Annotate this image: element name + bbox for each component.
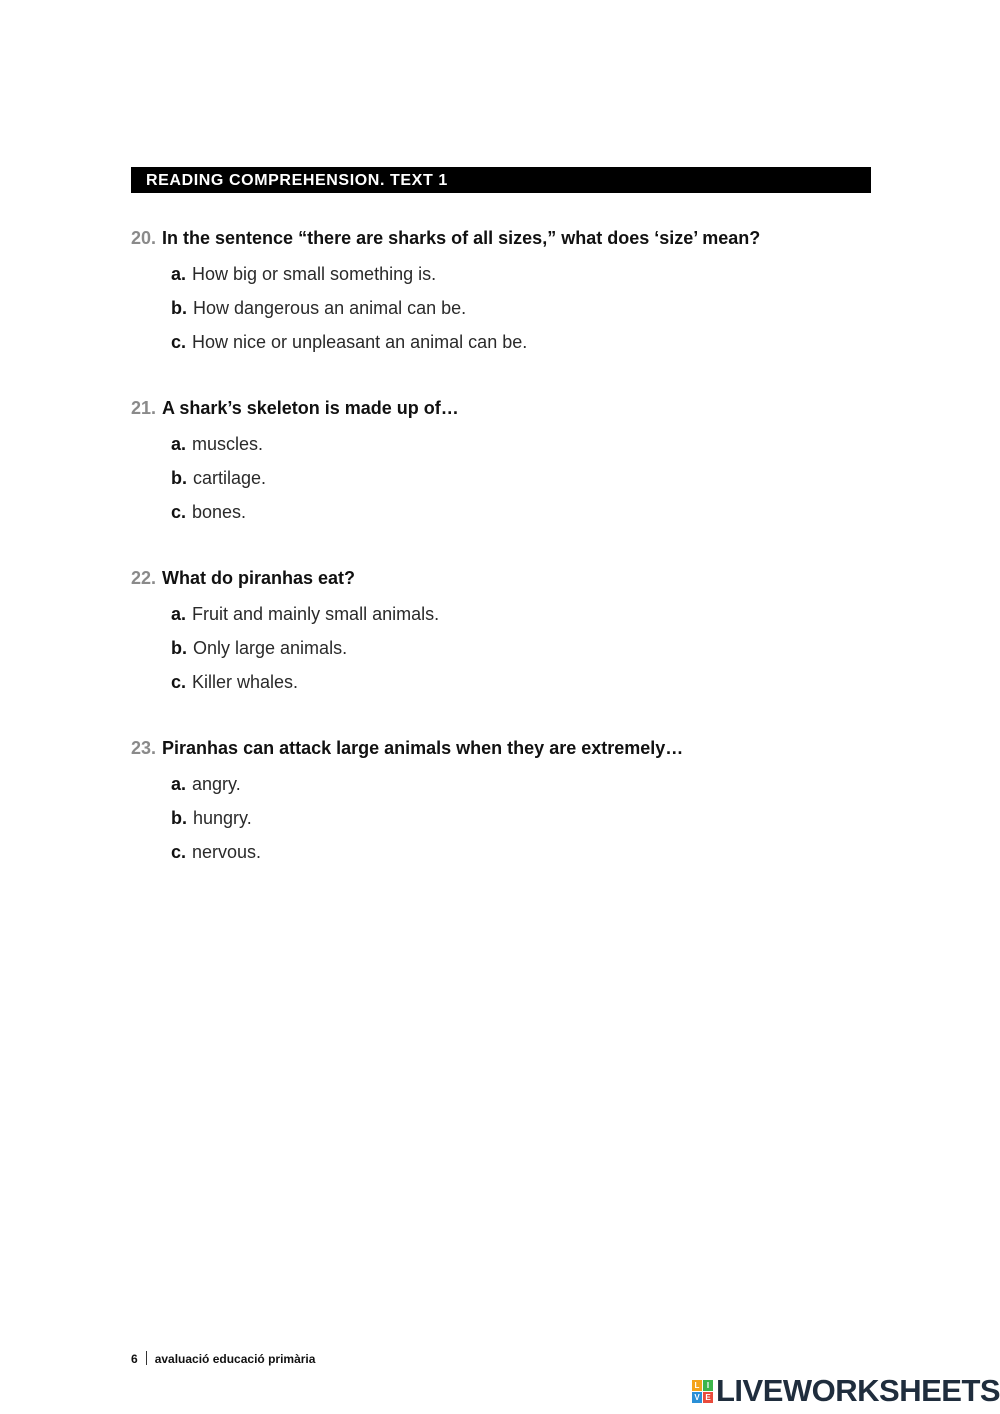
section-title: READING COMPREHENSION. TEXT 1	[131, 167, 871, 193]
option-letter: c.	[171, 502, 187, 522]
option-a[interactable]	[171, 433, 891, 467]
option-letter: b.	[171, 808, 187, 828]
question-text: What do piranhas eat?	[162, 568, 356, 588]
question-line	[131, 227, 891, 249]
question-number: 22.	[131, 568, 157, 588]
option-letter: c.	[171, 332, 187, 352]
logo-letter-e: E	[703, 1392, 713, 1403]
option-text: Fruit and mainly small animals.	[192, 604, 440, 624]
question-line	[131, 567, 891, 589]
page-footer	[131, 1351, 315, 1366]
option-list	[131, 263, 891, 365]
option-c[interactable]	[171, 671, 891, 705]
option-letter: a.	[171, 604, 187, 624]
logo-letter-v: V	[692, 1392, 702, 1403]
option-c[interactable]	[171, 841, 891, 875]
question-number: 21.	[131, 398, 157, 418]
option-b[interactable]	[171, 637, 891, 671]
option-text: muscles.	[192, 434, 264, 454]
option-text: nervous.	[192, 842, 262, 862]
option-c[interactable]	[171, 501, 891, 535]
question-text: In the sentence “there are sharks of all sizes,” what does ‘size’ mean?	[162, 228, 761, 248]
question-22	[131, 567, 891, 705]
question-23	[131, 737, 891, 875]
option-text: angry.	[192, 774, 241, 794]
liveworksheets-logo	[692, 1374, 1000, 1408]
option-text: How dangerous an animal can be.	[193, 298, 467, 318]
publication-name: avaluació educació primària	[154, 1352, 316, 1366]
option-letter: a.	[171, 774, 187, 794]
question-text: Piranhas can attack large animals when they are extremely…	[162, 738, 684, 758]
option-letter: c.	[171, 842, 187, 862]
question-20	[131, 227, 891, 365]
option-text: cartilage.	[193, 468, 267, 488]
question-21	[131, 397, 891, 535]
option-text: Only large animals.	[193, 638, 348, 658]
option-b[interactable]	[171, 297, 891, 331]
liveworksheets-icon	[692, 1380, 713, 1403]
option-text: bones.	[192, 502, 247, 522]
option-list	[131, 603, 891, 705]
question-text: A shark’s skeleton is made up of…	[162, 398, 459, 418]
question-number: 20.	[131, 228, 157, 248]
option-list	[131, 433, 891, 535]
page-number: 6	[131, 1352, 138, 1366]
option-b[interactable]	[171, 467, 891, 501]
option-letter: b.	[171, 638, 187, 658]
option-letter: c.	[171, 672, 187, 692]
option-text: hungry.	[193, 808, 252, 828]
option-letter: b.	[171, 468, 187, 488]
option-b[interactable]	[171, 807, 891, 841]
option-text: How nice or unpleasant an animal can be.	[192, 332, 528, 352]
option-c[interactable]	[171, 331, 891, 365]
footer-divider	[146, 1351, 147, 1365]
option-letter: a.	[171, 264, 187, 284]
option-letter: b.	[171, 298, 187, 318]
question-number: 23.	[131, 738, 157, 758]
option-text: Killer whales.	[192, 672, 299, 692]
option-a[interactable]	[171, 603, 891, 637]
logo-letter-l: L	[692, 1380, 702, 1391]
question-line	[131, 737, 891, 759]
option-a[interactable]	[171, 263, 891, 297]
logo-letter-i: I	[703, 1380, 713, 1391]
brand-name: LIVEWORKSHEETS	[716, 1373, 1000, 1408]
option-letter: a.	[171, 434, 187, 454]
option-list	[131, 773, 891, 875]
option-text: How big or small something is.	[192, 264, 437, 284]
option-a[interactable]	[171, 773, 891, 807]
question-line	[131, 397, 891, 419]
